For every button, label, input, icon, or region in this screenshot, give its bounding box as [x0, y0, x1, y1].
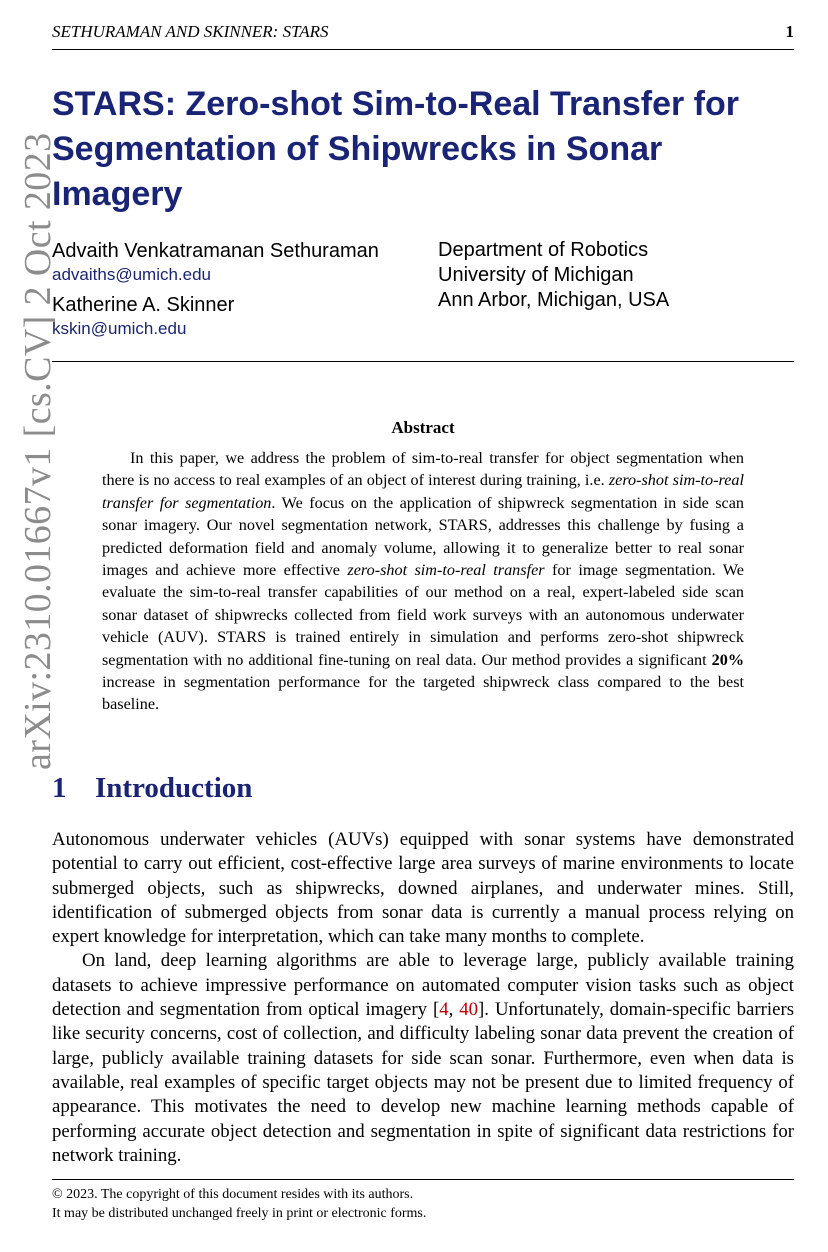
author-name-1: Advaith Venkatramanan Sethuraman: [52, 240, 379, 262]
arxiv-stamp: arXiv:2310.01667v1 [cs.CV] 2 Oct 2023: [17, 132, 59, 770]
author-email-1[interactable]: advaiths@umich.edu: [52, 265, 212, 284]
abstract-emphasis-2: zero-shot sim-to-real transfer: [347, 561, 545, 580]
intro-paragraph-1: Autonomous underwater vehicles (AUVs) equipped with sonar systems have demonstrated potential to carry out efficient, cost-effective large area surveys of marine environments to locate submerged objects, such as shipwrecks, downed airplanes, and underwater mines. Still, identification of submerged objects from sonar data is currently a manual process relying on expert knowledge for interpretation, which can take many months to complete.: [52, 829, 794, 948]
section-title: Introduction: [95, 772, 253, 804]
abstract-heading: Abstract: [391, 418, 455, 437]
title-block-rule: [52, 361, 794, 362]
affiliation-location: Ann Arbor, Michigan, USA: [438, 289, 670, 311]
running-header: [52, 22, 794, 42]
author-block: [52, 238, 432, 340]
author-name-2: Katherine A. Skinner: [52, 294, 235, 316]
header-rule: [52, 49, 794, 50]
abstract-body: [102, 447, 744, 716]
copyright-line-2: It may be distributed unchanged freely in print or electronic forms.: [52, 1206, 427, 1221]
abstract-paragraph: [102, 447, 744, 716]
intro-body: [52, 828, 794, 1168]
running-title: SETHURAMAN AND SKINNER: STARS: [52, 22, 329, 41]
affiliation-university: University of Michigan: [438, 264, 634, 286]
copyright-line-1: © 2023. The copyright of this document resides with its authors.: [52, 1187, 414, 1202]
abstract-text-4: increase in segmentation performance for the targeted shipwreck class compared to the best baseline.: [102, 673, 744, 714]
abstract-text-2: . We focus on the application of shipwreck segmentation in side scan sonar imagery. Our novel segmentation network, STARS, addresses this challenge by fusing a predicted deformation field and anomaly volume, allowing it to generalize better to real sonar images and achieve more effective: [102, 493, 744, 580]
citation-link-4[interactable]: 4: [439, 999, 449, 1021]
paper-title: STARS: Zero-shot Sim-to-Real Transfer for Segmentation of Shipwrecks in Sonar Imagery: [52, 85, 739, 213]
affiliation-department: Department of Robotics: [438, 239, 649, 261]
author-email-2[interactable]: kskin@umich.edu: [52, 319, 187, 338]
section-heading: [52, 772, 794, 805]
section-number: 1: [52, 772, 67, 804]
abstract-text-1: In this paper, we address the problem of sim-to-real transfer for object segmentation when there is no access to real examples of an object of interest during training, i.e.: [102, 449, 744, 490]
affiliation-block: [438, 238, 798, 313]
citation-link-40[interactable]: 40: [459, 999, 479, 1021]
abstract-emphasis-1: zero-shot sim-to-real transfer for segmentation: [102, 471, 744, 512]
intro-paragraph-2: [52, 949, 794, 1168]
abstract-text-3: for image segmentation. We evaluate the sim-to-real transfer capabilities of our method on a real, expert-labeled side scan sonar dataset of shipwrecks collected from field work surveys with an autonomous underwater vehicle (AUV). STARS is trained entirely in simulation and performs zero-shot shipwreck segmentation with no additional fine-tuning on real data. Our method provides a significant: [102, 561, 744, 669]
citation-separator: ,: [448, 999, 460, 1021]
abstract-strong: 20%: [711, 650, 744, 669]
intro-text-2a: On land, deep learning algorithms are able to leverage large, publicly available training datasets to achieve impressive performance on automated computer vision tasks such as object detection and segmentation from optical imagery [: [52, 950, 794, 1021]
copyright-footer: [52, 1185, 794, 1223]
page-number: 1: [785, 22, 794, 41]
intro-text-2b: ]. Unfortunately, domain-specific barriers like security concerns, cost of collection, and difficulty labeling sonar data prevent the creation of large, publicly available training datasets for side scan sonar. Furthermore, even when data is available, real examples of specific target objects may not be present due to limited frequency of appearance. This motivates the need to develop new machine learning methods capable of performing accurate object detection and segmentation in spite of significant data restrictions for network training.: [52, 999, 795, 1166]
footer-rule: [52, 1179, 794, 1180]
